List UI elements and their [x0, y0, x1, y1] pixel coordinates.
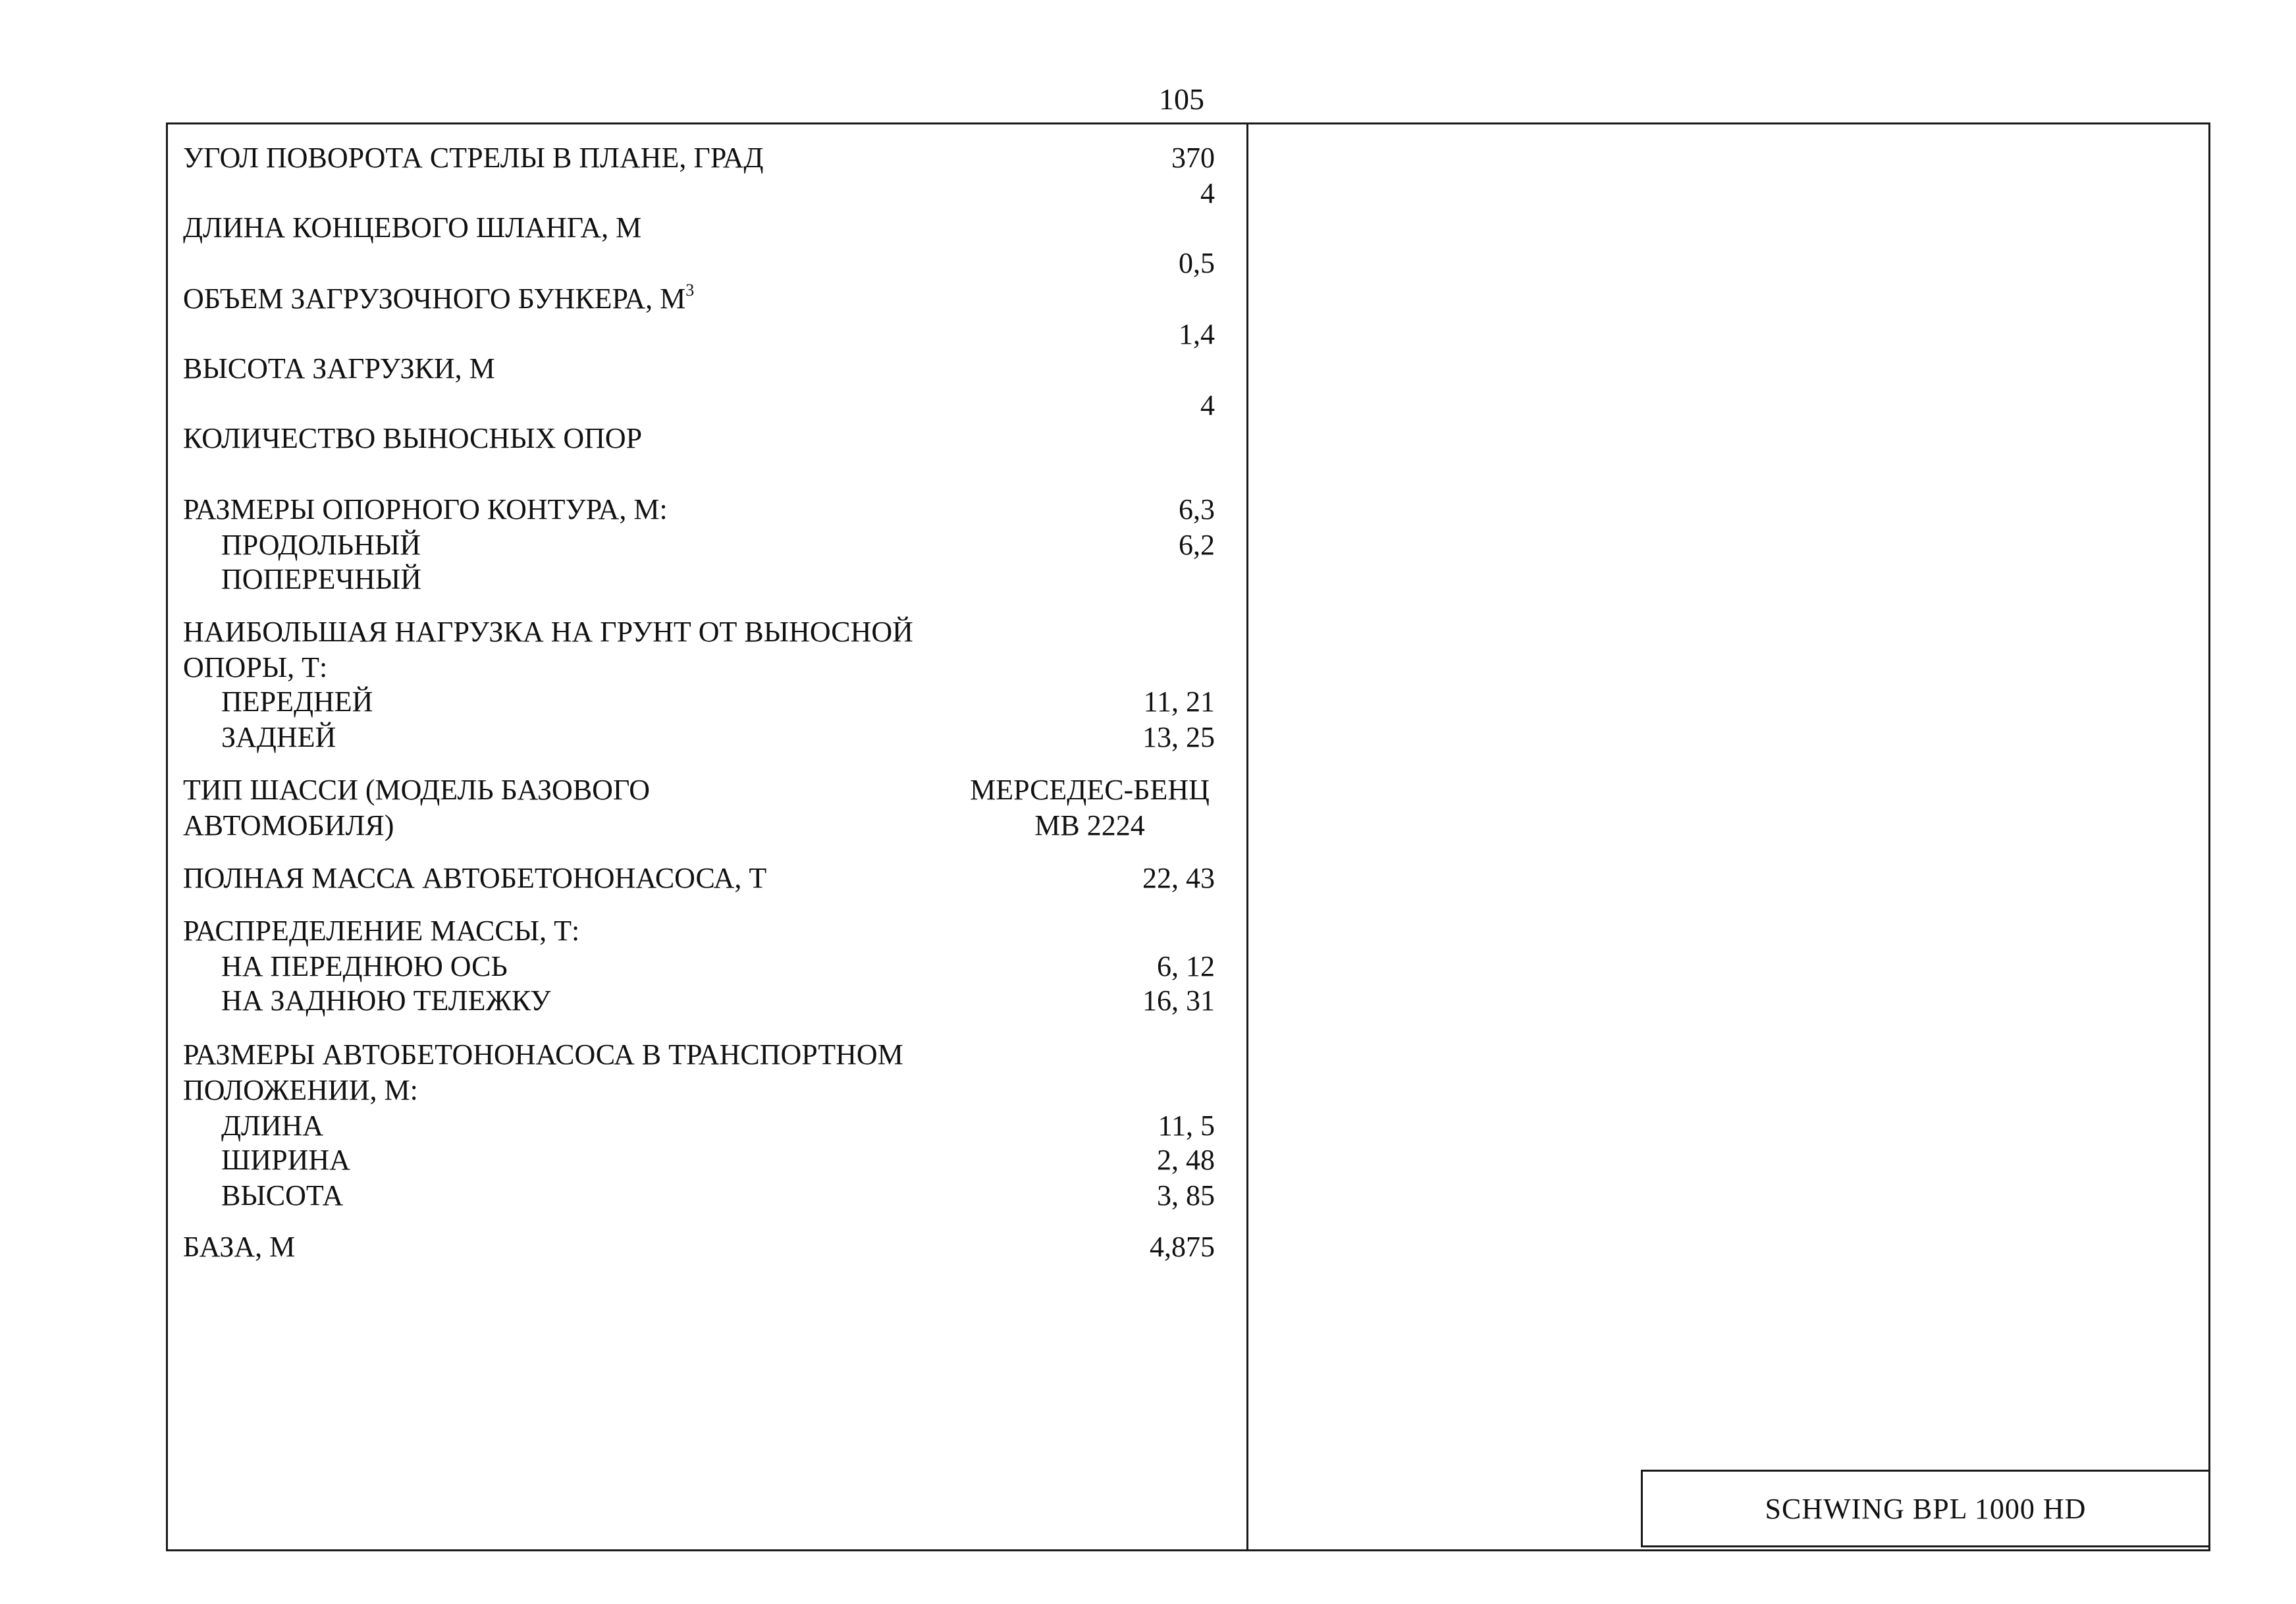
title-block-stamp: [1641, 1470, 2210, 1547]
loading-height-label: ВЫСОТА ЗАГРУЗКИ, М: [183, 352, 495, 385]
wheelbase-value: 4,875: [1150, 1231, 1215, 1263]
boom-rotation-value: 370: [1171, 142, 1215, 174]
ground-load-rear-label: ЗАДНЕЙ: [221, 721, 336, 753]
ground-load-label-2: ОПОРЫ, Т:: [183, 651, 328, 683]
ground-load-rear-value: 13, 25: [1142, 721, 1215, 753]
transport-height-value: 3, 85: [1157, 1179, 1215, 1212]
mass-distribution-label: РАСПРЕДЕЛЕНИЕ МАССЫ, Т:: [183, 915, 580, 947]
chassis-label-2: АВТОМОБИЛЯ): [183, 809, 394, 842]
transport-width-label: ШИРИНА: [221, 1144, 350, 1176]
outrigger-count-value: 4: [1200, 389, 1215, 421]
ground-load-front-value: 11, 21: [1143, 685, 1215, 718]
ground-load-front-label: ПЕРЕДНЕЙ: [221, 685, 373, 718]
hose-length-label: ДЛИНА КОНЦЕВОГО ШЛАНГА, М: [183, 211, 642, 244]
transport-size-label-1: РАЗМЕРЫ АВТОБЕТОНОНАСОСА В ТРАНСПОРТНОМ: [183, 1038, 903, 1071]
transport-width-value: 2, 48: [1157, 1144, 1215, 1176]
chassis-label-1: ТИП ШАССИ (МОДЕЛЬ БАЗОВОГО: [183, 774, 651, 806]
hopper-volume-unit-sup: 3: [685, 281, 695, 300]
ground-load-label-1: НАИБОЛЬШАЯ НАГРУЗКА НА ГРУНТ ОТ ВЫНОСНОЙ: [183, 616, 913, 648]
total-mass-label: ПОЛНАЯ МАССА АВТОБЕТОНОНАСОСА, Т: [183, 862, 767, 894]
hopper-volume-value: 0,5: [1179, 247, 1215, 279]
loading-height-value: 1,4: [1179, 318, 1215, 350]
wheelbase-label: БАЗА, М: [183, 1231, 296, 1263]
hopper-volume-label: [183, 281, 695, 315]
outrigger-count-label: КОЛИЧЕСТВО ВЫНОСНЫХ ОПОР: [183, 422, 643, 454]
support-contour-transverse-label: ПОПЕРЕЧНЫЙ: [221, 563, 422, 595]
mass-distribution-rear-value: 16, 31: [1142, 984, 1215, 1017]
mass-distribution-rear-label: НА ЗАДНЮЮ ТЕЛЕЖКУ: [221, 984, 551, 1017]
chassis-value-1: МЕРСЕДЕС-БЕНЦ: [970, 774, 1210, 806]
column-divider: [1246, 122, 1248, 1551]
total-mass-value: 22, 43: [1142, 862, 1215, 894]
mass-distribution-front-label: НА ПЕРЕДНЮЮ ОСЬ: [221, 950, 508, 982]
transport-height-label: ВЫСОТА: [221, 1179, 344, 1212]
chassis-value-2: МВ 2224: [1034, 809, 1145, 842]
hopper-volume-text: ОБЪЕМ ЗАГРУЗОЧНОГО БУНКЕРА, М: [183, 282, 686, 315]
transport-size-label-2: ПОЛОЖЕНИИ, М:: [183, 1074, 418, 1106]
mass-distribution-front-value: 6, 12: [1157, 950, 1215, 982]
support-contour-label: РАЗМЕРЫ ОПОРНОГО КОНТУРА, М:: [183, 493, 668, 525]
hose-length-value: 4: [1200, 177, 1215, 209]
stamp-text: SCHWING BPL 1000 HD: [1765, 1492, 2087, 1525]
boom-rotation-label: УГОЛ ПОВОРОТА СТРЕЛЫ В ПЛАНЕ, ГРАД: [183, 142, 764, 174]
support-contour-longitudinal-label: ПРОДОЛЬНЫЙ: [221, 529, 421, 561]
support-contour-value-1: 6,3: [1179, 493, 1215, 525]
support-contour-value-2: 6,2: [1179, 529, 1215, 561]
page-number: 105: [1159, 82, 1204, 116]
transport-length-label: ДЛИНА: [221, 1109, 324, 1142]
transport-length-value: 11, 5: [1158, 1109, 1215, 1142]
